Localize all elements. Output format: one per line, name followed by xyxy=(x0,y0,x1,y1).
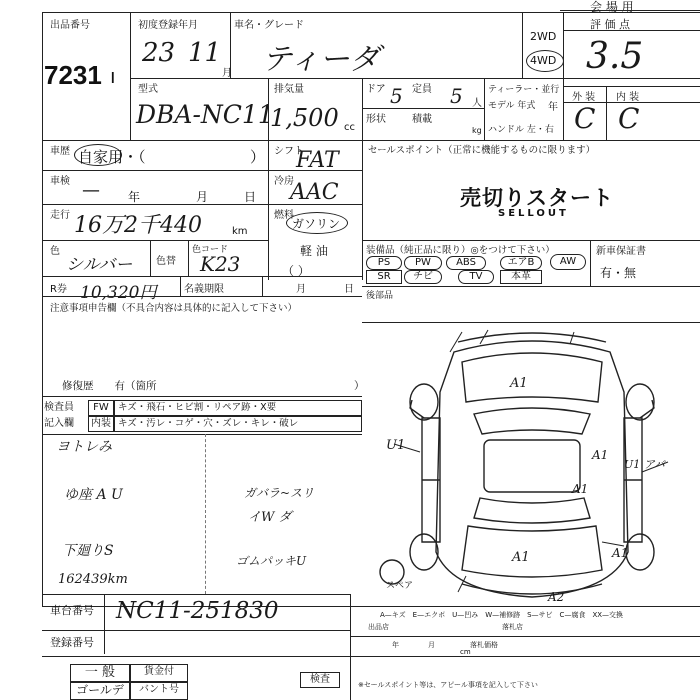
inspection-month-unit: 月 xyxy=(196,190,209,204)
trunk-outline xyxy=(462,526,602,577)
first-reg-label: 初度登録年月 xyxy=(138,20,198,31)
fuel-value: ガソリン xyxy=(292,217,341,231)
col-divider xyxy=(188,240,189,276)
row-rule xyxy=(42,656,700,657)
lot-suffix: ı xyxy=(110,64,116,88)
chassis-value: NC11-251830 xyxy=(116,598,279,624)
door-label: ドア xyxy=(366,84,386,95)
shift-label: シフト xyxy=(274,146,304,157)
col-divider xyxy=(350,594,351,700)
wheel-rear-left xyxy=(410,534,438,570)
note-2: ゆ座 A U xyxy=(64,487,123,503)
row-rule xyxy=(362,240,700,241)
inspection-label: 車検 xyxy=(50,176,70,187)
note-7: 162439km xyxy=(58,572,128,587)
interior-grade: C xyxy=(618,102,640,135)
row-rule xyxy=(42,630,350,631)
color-code-label: 色コード xyxy=(192,245,229,255)
inspector-label: 検査員 記入欄 xyxy=(44,402,74,429)
row-rule xyxy=(42,434,362,435)
shape-label: 形状 xyxy=(366,114,386,125)
row-rule xyxy=(130,78,700,79)
recycle-label: R券 xyxy=(50,284,67,295)
windshield-outline xyxy=(474,408,590,434)
equip-sr: SR xyxy=(366,270,402,284)
footer-fine-print: ※セールスポイント等は、アピール事項を記入して下さい xyxy=(358,681,538,689)
repair-close: ） xyxy=(354,380,365,392)
mark-a2-bottom: A2 xyxy=(548,590,565,604)
color-value: シルバー xyxy=(66,255,133,275)
registration-label: 登録番号 xyxy=(50,636,94,649)
interior-items: キズ・汚レ・コゲ・穴・ズレ・キレ・破レ xyxy=(114,416,362,432)
mark-a1-right: A1 xyxy=(572,482,589,496)
row-rule xyxy=(563,86,700,87)
wheel-front-left xyxy=(410,384,438,420)
inspect-label: 検査 xyxy=(300,672,340,688)
col-divider xyxy=(104,594,105,630)
notes-label: 注意事項申告欄（不具合内容は具体的に記入して下さい） xyxy=(50,303,298,314)
equip-airbag: エアB xyxy=(500,256,542,270)
mark-a1-rear-right: A1 xyxy=(612,546,629,560)
right-mirror xyxy=(640,400,654,418)
note-3: ガバラ~スリ xyxy=(244,486,315,500)
fuel-paren: （ ） xyxy=(282,264,310,278)
year-unit: 年 xyxy=(548,102,558,113)
color-code-value: K23 xyxy=(200,252,241,276)
transfer-month-unit: 月 xyxy=(296,284,306,295)
equip-pw: PW xyxy=(404,256,442,270)
col-divider xyxy=(484,78,485,140)
transfer-label: 名義期限 xyxy=(184,284,224,295)
door-value: 5 xyxy=(390,84,403,108)
equip-abs: ABS xyxy=(446,256,486,270)
rear-window-outline xyxy=(474,498,590,523)
rear-bumper xyxy=(462,584,602,594)
model-label: 型式 xyxy=(138,84,158,95)
inspection-dash: — xyxy=(82,180,100,201)
col-divider xyxy=(606,86,607,140)
mileage-label: 走行 xyxy=(50,210,70,221)
drive-2wd: 2WD xyxy=(530,30,557,43)
aircon-label: 冷房 xyxy=(274,176,294,187)
sellout-main: 売切りスタート xyxy=(460,186,614,210)
row-rule xyxy=(42,240,268,241)
row-rule xyxy=(42,204,362,205)
roof-outline xyxy=(484,440,580,492)
displacement-label: 排気量 xyxy=(274,84,304,95)
wheel-rear-right xyxy=(626,534,654,570)
mileage-unit: km xyxy=(232,226,248,237)
mark-pointer xyxy=(570,332,574,344)
note-5: 下廻りS xyxy=(62,543,114,559)
score-label: 評 価 点 xyxy=(590,18,630,31)
usage-label: 車歴 xyxy=(50,146,70,157)
color-label: 色 xyxy=(50,246,60,257)
inspection-year-unit: 年 xyxy=(128,190,141,204)
auction-label: 出品店 xyxy=(368,623,389,631)
loading-label: 積載 xyxy=(412,114,432,125)
mark-u1-apa: U1 アバ xyxy=(624,458,665,471)
wheel-front-right xyxy=(626,384,654,420)
capacity-label: 定員 xyxy=(412,84,432,95)
left-mirror xyxy=(410,400,424,418)
warranty-value: 有・無 xyxy=(600,266,637,280)
inspection-day-unit: 日 xyxy=(244,190,257,204)
hood-outline xyxy=(462,353,602,402)
row-rule xyxy=(42,276,362,277)
col-divider xyxy=(180,276,181,296)
exterior-grade: C xyxy=(574,102,596,135)
van-label: バント号 xyxy=(130,682,188,700)
lot-number: 7231 xyxy=(44,60,102,90)
dealer-label: ティーラー・並行 xyxy=(488,85,560,95)
drive-4wd: 4WD xyxy=(530,54,557,67)
venue-label: 会 場 用 xyxy=(590,0,634,14)
color-change-label: 色替 xyxy=(156,256,176,267)
equip-leather: 本革 xyxy=(500,270,542,284)
col-divider xyxy=(268,78,269,140)
col-divider xyxy=(130,12,131,140)
model-year-label: モデル 年式 xyxy=(488,101,536,111)
row-rule xyxy=(42,140,700,141)
first-reg-month: 11 xyxy=(188,38,222,68)
row-rule xyxy=(42,170,362,171)
col-divider xyxy=(262,276,263,296)
row-rule xyxy=(42,396,362,397)
row-rule xyxy=(563,30,700,31)
col-divider xyxy=(590,240,591,286)
mark-a1-rear: A1 xyxy=(512,550,530,565)
capacity-value: 5 xyxy=(450,84,463,108)
row-rule xyxy=(42,594,350,595)
fw-items: キズ・飛石・ヒビ割・リペア跡・X要 xyxy=(114,400,362,416)
row-rule xyxy=(350,636,700,637)
exterior-label: 外 装 xyxy=(572,92,596,103)
fuel-diesel: 軽 油 xyxy=(300,244,328,258)
row-rule xyxy=(362,108,484,109)
col-divider xyxy=(563,12,564,140)
fuel-label: 燃料 xyxy=(274,210,294,221)
fw-label: FW xyxy=(88,400,114,416)
mark-a1-front: A1 xyxy=(510,376,528,391)
note-6: ゴムパッキU xyxy=(236,554,307,568)
year-small: 年 xyxy=(392,641,399,649)
damage-legend: A—キズ E—エクボ U—凹み W—補修跡 S—サビ C—腐食 XX—交換 xyxy=(380,611,624,619)
note-1: ヨトレみ xyxy=(56,439,112,455)
mark-u1-left: U1 xyxy=(386,438,406,453)
sales-point-label: セールスポイント（正常に機能するものに限ります） xyxy=(368,145,596,156)
col-divider xyxy=(268,140,269,280)
row-rule xyxy=(42,296,362,297)
handle-label: ハンドル 左・右 xyxy=(488,125,554,135)
rear-items-label: 後部品 xyxy=(366,291,394,301)
equip-aw: AW xyxy=(550,254,586,270)
cargo-label: 貨金付 xyxy=(130,664,188,682)
general-label: 一 般 xyxy=(70,664,130,682)
col-divider xyxy=(150,240,151,276)
col-divider xyxy=(522,12,523,78)
col-divider xyxy=(362,78,363,140)
usage-value: 自家用・（ xyxy=(78,148,146,166)
first-reg-year: 23 xyxy=(142,38,176,68)
car-name-label: 車名・グレード xyxy=(234,20,304,31)
cm-label: cm xyxy=(460,648,471,656)
shift-value: FAT xyxy=(296,148,339,173)
row-rule xyxy=(362,286,700,287)
equip-tv: TV xyxy=(458,270,494,284)
model-value: DBA-NC11 xyxy=(136,100,274,129)
cc-unit: cc xyxy=(344,122,355,133)
note-4: イW ダ xyxy=(248,510,292,525)
sellout-sub: SELLOUT xyxy=(498,208,569,219)
kg-unit: kg xyxy=(472,126,482,135)
equip-ps: PS xyxy=(366,256,402,270)
sellout-stamp xyxy=(458,182,624,222)
chassis-label: 車台番号 xyxy=(50,604,94,617)
aircon-value: AAC xyxy=(290,180,339,205)
score-value: 3.5 xyxy=(586,36,644,77)
equip-nav: チビ xyxy=(404,270,442,284)
transfer-day-unit: 日 xyxy=(344,284,354,295)
price-label: 落札価格 xyxy=(470,641,498,649)
notes-divider xyxy=(205,434,206,594)
col-divider xyxy=(230,12,231,78)
col-divider xyxy=(362,140,363,280)
gold-label: ゴールデ xyxy=(70,682,130,700)
usage-close: ） xyxy=(250,148,266,166)
month-small: 月 xyxy=(428,641,435,649)
mark-a1-right-top: A1 xyxy=(592,448,609,462)
equipment-label: 装備品（純正品に限り）◎をつけて下さい） xyxy=(366,245,555,256)
capacity-unit: 人 xyxy=(472,98,482,109)
col-divider xyxy=(104,630,105,654)
month-unit: 月 xyxy=(222,68,232,79)
interior-row-label: 内装 xyxy=(88,416,114,432)
warranty-label: 新車保証書 xyxy=(596,246,646,257)
car-body-outline xyxy=(436,341,628,597)
repair-label: 修復歴 有（箇所 xyxy=(62,380,157,392)
car-name: ティーダ xyxy=(262,42,380,77)
entry-no-label: 出品番号 xyxy=(50,20,90,31)
displacement-value: 1,500 xyxy=(270,104,339,132)
interior-label: 内 装 xyxy=(616,92,640,103)
spare-label: スペア xyxy=(386,581,414,591)
header-rule xyxy=(560,10,700,11)
winner-label: 落札店 xyxy=(502,623,523,631)
mileage-value: 16万2千440 xyxy=(74,213,202,238)
recycle-value: 10,320円 xyxy=(80,283,157,303)
